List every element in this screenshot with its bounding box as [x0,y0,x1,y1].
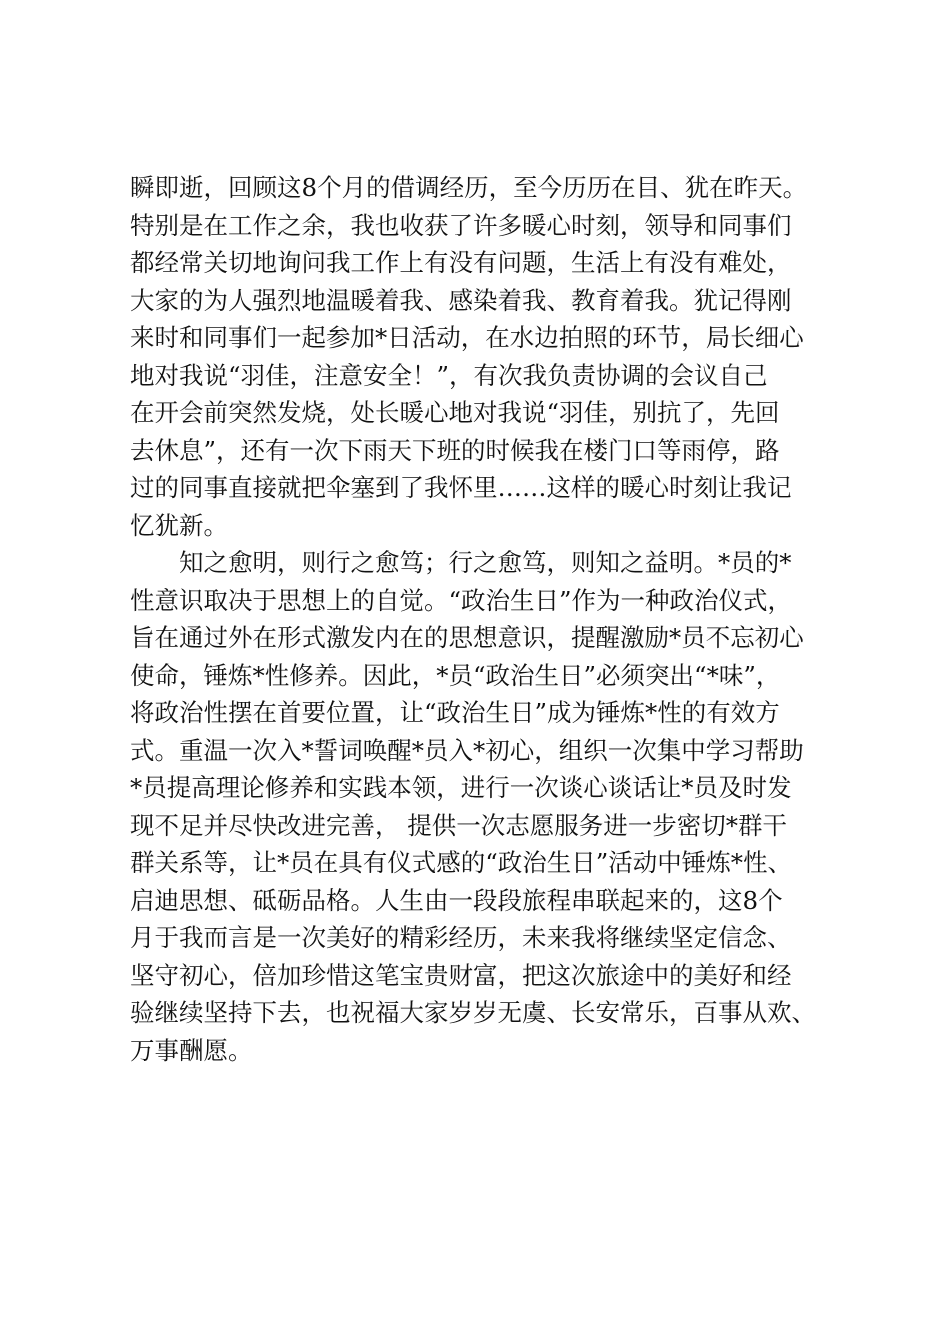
paragraph-line: 启迪思想、砥砺品格。人生由一段段旅程串联起来的，这8个 [130,885,783,915]
paragraph-line: 群关系等，让*员在具有仪式感的“政治生日”活动中锤炼*性、 [130,848,793,877]
paragraph-line: 万事酬愿。 [130,1035,253,1065]
paragraph-line: 瞬即逝，回顾这8个月的借调经历，至今历历在目、犹在昨天。 [130,173,808,202]
paragraph-line: 忆犹新。 [130,510,228,540]
document-body [130,169,855,1069]
paragraph-line: *员提高理论修养和实践本领，进行一次谈心谈话让*员及时发 [130,773,792,802]
paragraph-line: 旨在通过外在形式激发内在的思想意识，提醒激励*员不忘初心 [130,623,804,652]
paragraph-line: 月于我而言是一次美好的精彩经历，未来我将继续坚定信念、 [130,923,792,952]
paragraph-line: 特别是在工作之余，我也收获了许多暖心时刻，领导和同事们 [130,210,792,240]
paragraph-1 [130,169,855,544]
paragraph-line: 过的同事直接就把伞塞到了我怀里……这样的暖心时刻让我记 [130,473,792,502]
paragraph-first-line: 知之愈明，则行之愈笃；行之愈笃，则知之益明。*员的* [179,548,792,577]
paragraph-line: 地对我说“羽佳，注意安全！”，有次我负责协调的会议自己 [130,360,768,390]
paragraph-line: 在开会前突然发烧，处长暖心地对我说“羽佳，别抗了，先回 [130,398,780,427]
paragraph-line: 来时和同事们一起参加*日活动，在水边拍照的环节，局长细心 [130,323,804,352]
paragraph-line: 大家的为人强烈地温暖着我、感染着我、教育着我。犹记得刚 [130,285,792,315]
paragraph-line: 使命，锤炼*性修养。因此，*员“政治生日”必须突出“*味”， [130,660,781,690]
paragraph-line: 式。重温一次入*誓词唤醒*员入*初心，组织一次集中学习帮助 [130,735,804,765]
paragraph-line: 验继续坚持下去，也祝福大家岁岁无虞、长安常乐，百事从欢、 [130,998,816,1027]
paragraph-line: 性意识取决于思想上的自觉。“政治生日”作为一种政治仪式， [130,585,793,615]
paragraph-2 [130,544,855,1069]
paragraph-line: 将政治性摆在首要位置，让“政治生日”成为锤炼*性的有效方 [130,698,780,727]
paragraph-line: 去休息”，还有一次下雨天下班的时候我在楼门口等雨停，路 [130,435,780,465]
paragraph-line: 都经常关切地询问我工作上有没有问题，生活上有没有难处， [130,248,792,277]
paragraph-line: 坚守初心，倍加珍惜这笔宝贵财富，把这次旅途中的美好和经 [130,960,792,990]
paragraph-line: 现不足并尽快改进完善， 提供一次志愿服务进一步密切*群干 [130,810,788,840]
